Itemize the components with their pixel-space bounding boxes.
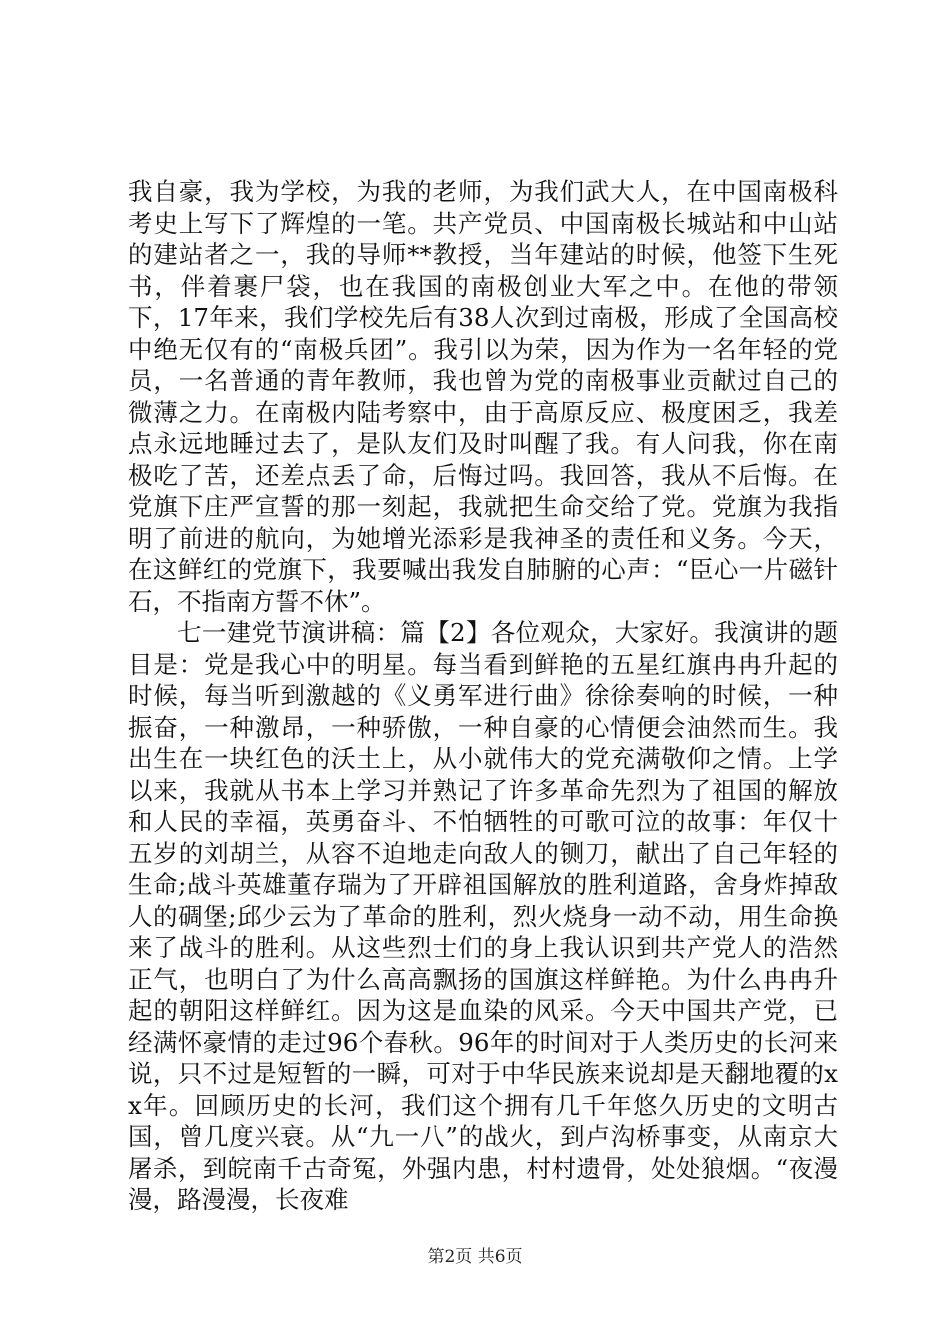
paragraph-1: 我自豪，我为学校，为我的老师，为我们武大人，在中国南极科考史上写下了辉煌的一笔。共产党员、中国南极长城站和中山站的建站者之一，我的导师**教授，当年建站的时候，他签下生死书，伴着裹尸袋，也在我国的南极创业大军之中。在他的带领下，17年来，我们学校先后有38人次到过南极，形成了全国高校中绝无仅有的“南极兵团”。我引以为荣，因为作为一名年轻的党员，一名普通的青年教师，我也曾为党的南极事业贡献过自己的微薄之力。在南极内陆考察中，由于高原反应、极度困乏，我差点永远地睡过去了，是队友们及时叫醒了我。有人问我，你在南极吃了苦，还差点丢了命，后悔过吗。我回答，我从不后悔。在党旗下庄严宣誓的那一刻起，我就把生命交给了党。党旗为我指明了前进的航向，为她增光添彩是我神圣的责任和义务。今天，在这鲜红的党旗下，我要喊出我发自肺腑的心声：“臣心一片磁针石，不指南方誓不休”。 — [128, 177, 838, 616]
page-footer: 第2页 共6页 — [427, 1247, 523, 1267]
document-body — [128, 176, 838, 1216]
paragraph-2: 七一建党节演讲稿：篇【2】各位观众，大家好。我演讲的题目是：党是我心中的明星。每当看到鲜艳的五星红旗冉冉升起的时候，每当听到激越的《义勇军进行曲》徐徐奏响的时候，一种振奋，一种激昂，一种骄傲，一种自豪的心情便会油然而生。我出生在一块红色的沃土上，从小就伟大的党充满敬仰之情。上学以来，我就从书本上学习并熟记了许多革命先烈为了祖国的解放和人民的幸福，英勇奋斗、不怕牺牲的可歌可泣的故事：年仅十五岁的刘胡兰，从容不迫地走向敌人的铡刀，献出了自己年轻的生命;战斗英雄董存瑞为了开辟祖国解放的胜利道路，舍身炸掉敌人的碉堡;邱少云为了革命的胜利，烈火烧身一动不动，用生命换来了战斗的胜利。从这些烈士们的身上我认识到共产党人的浩然正气，也明白了为什么高高飘扬的国旗这样鲜艳。为什么冉冉升起的朝阳这样鲜红。因为这是血染的风采。今天中国共产党，已经满怀豪情的走过96个春秋。96年的时间对于人类历史的长河来说，只不过是短暂的一瞬，可对于中华民族来说却是天翻地覆的xx年。回顾历史的长河，我们这个拥有几千年悠久历史的文明古国，曾几度兴衰。从“九一八”的战火，到卢沟桥事变，从南京大屠杀，到皖南千古奇冤，外强内患，村村遗骨，处处狼烟。“夜漫漫，路漫漫，长夜难 — [128, 618, 838, 1214]
